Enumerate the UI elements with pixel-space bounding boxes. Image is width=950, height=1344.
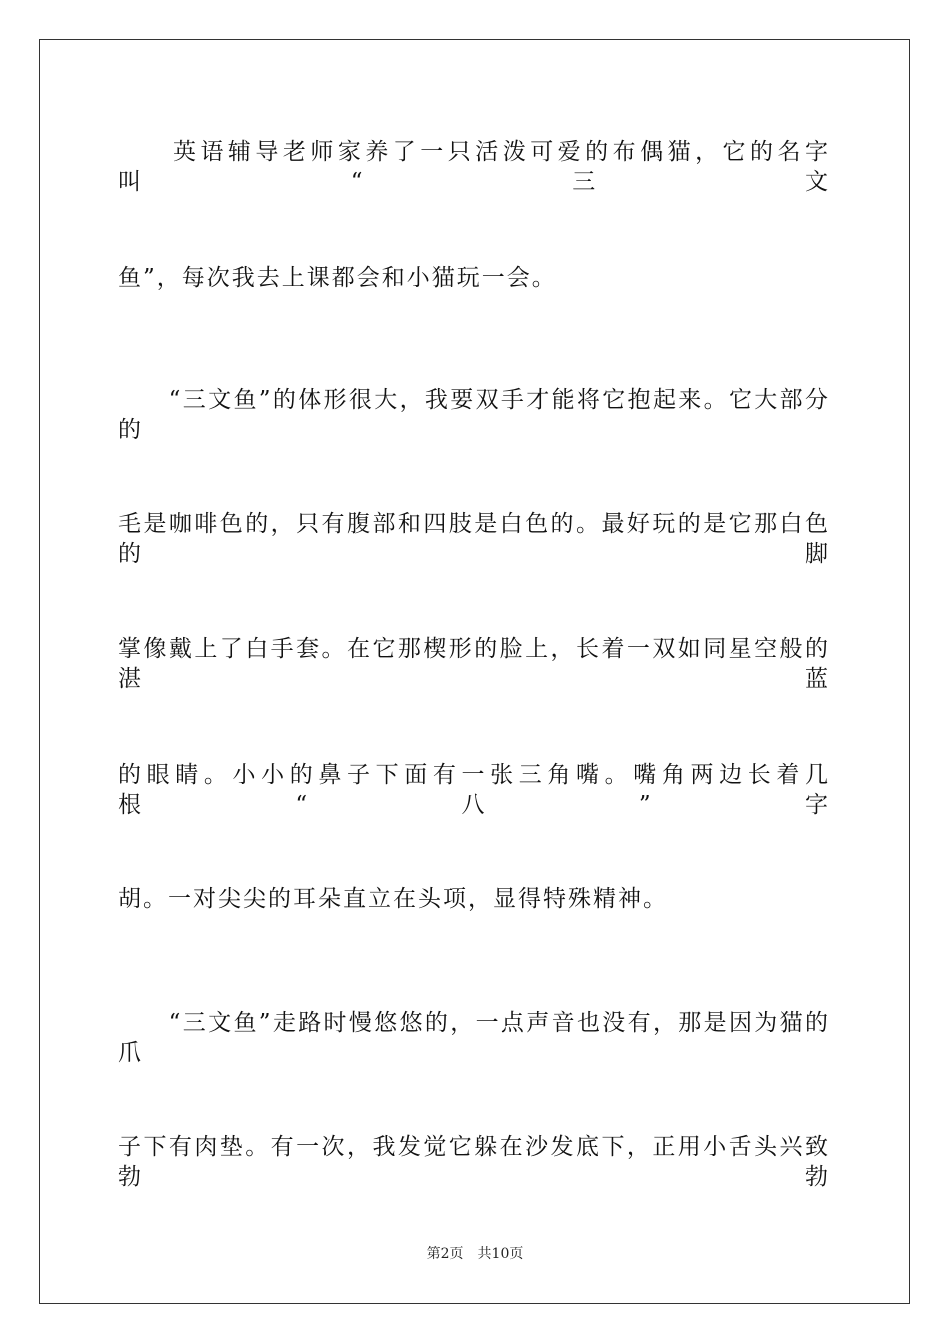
paragraph-1-line-1: 英语辅导老师家养了一只活泼可爱的布偶猫，它的名字叫“三文 [118,139,830,195]
paragraph-2-line-2: 毛是咖啡色的，只有腹部和四肢是白色的。最好玩的是它那白色的脚 [118,511,830,567]
paragraph-2-line-4: 的眼睛。小小的鼻子下面有一张三角嘴。嘴角两边长着几根“八”字 [118,762,830,818]
paragraph-2-line-5: 胡。一对尖尖的耳朵直立在头项，显得特殊精神。 [118,886,668,912]
paragraph-3-line-2: 子下有肉垫。有一次，我发觉它躲在沙发底下，正用小舌头兴致勃勃 [118,1134,830,1190]
paragraph-2-line-3: 掌像戴上了白手套。在它那楔形的脸上，长着一双如同星空般的湛蓝 [118,636,830,692]
paragraph-2-line-1: “三文鱼”的体形很大，我要双手才能将它抱起来。它大部分的 [118,387,830,443]
paragraph-1-line-2: 鱼”，每次我去上课都会和小猫玩一会。 [118,265,557,291]
page-number-footer: 第2页 共10页 [426,1246,524,1262]
paragraph-3-line-1: “三文鱼”走路时慢悠悠的，一点声音也没有，那是因为猫的爪 [118,1010,830,1066]
